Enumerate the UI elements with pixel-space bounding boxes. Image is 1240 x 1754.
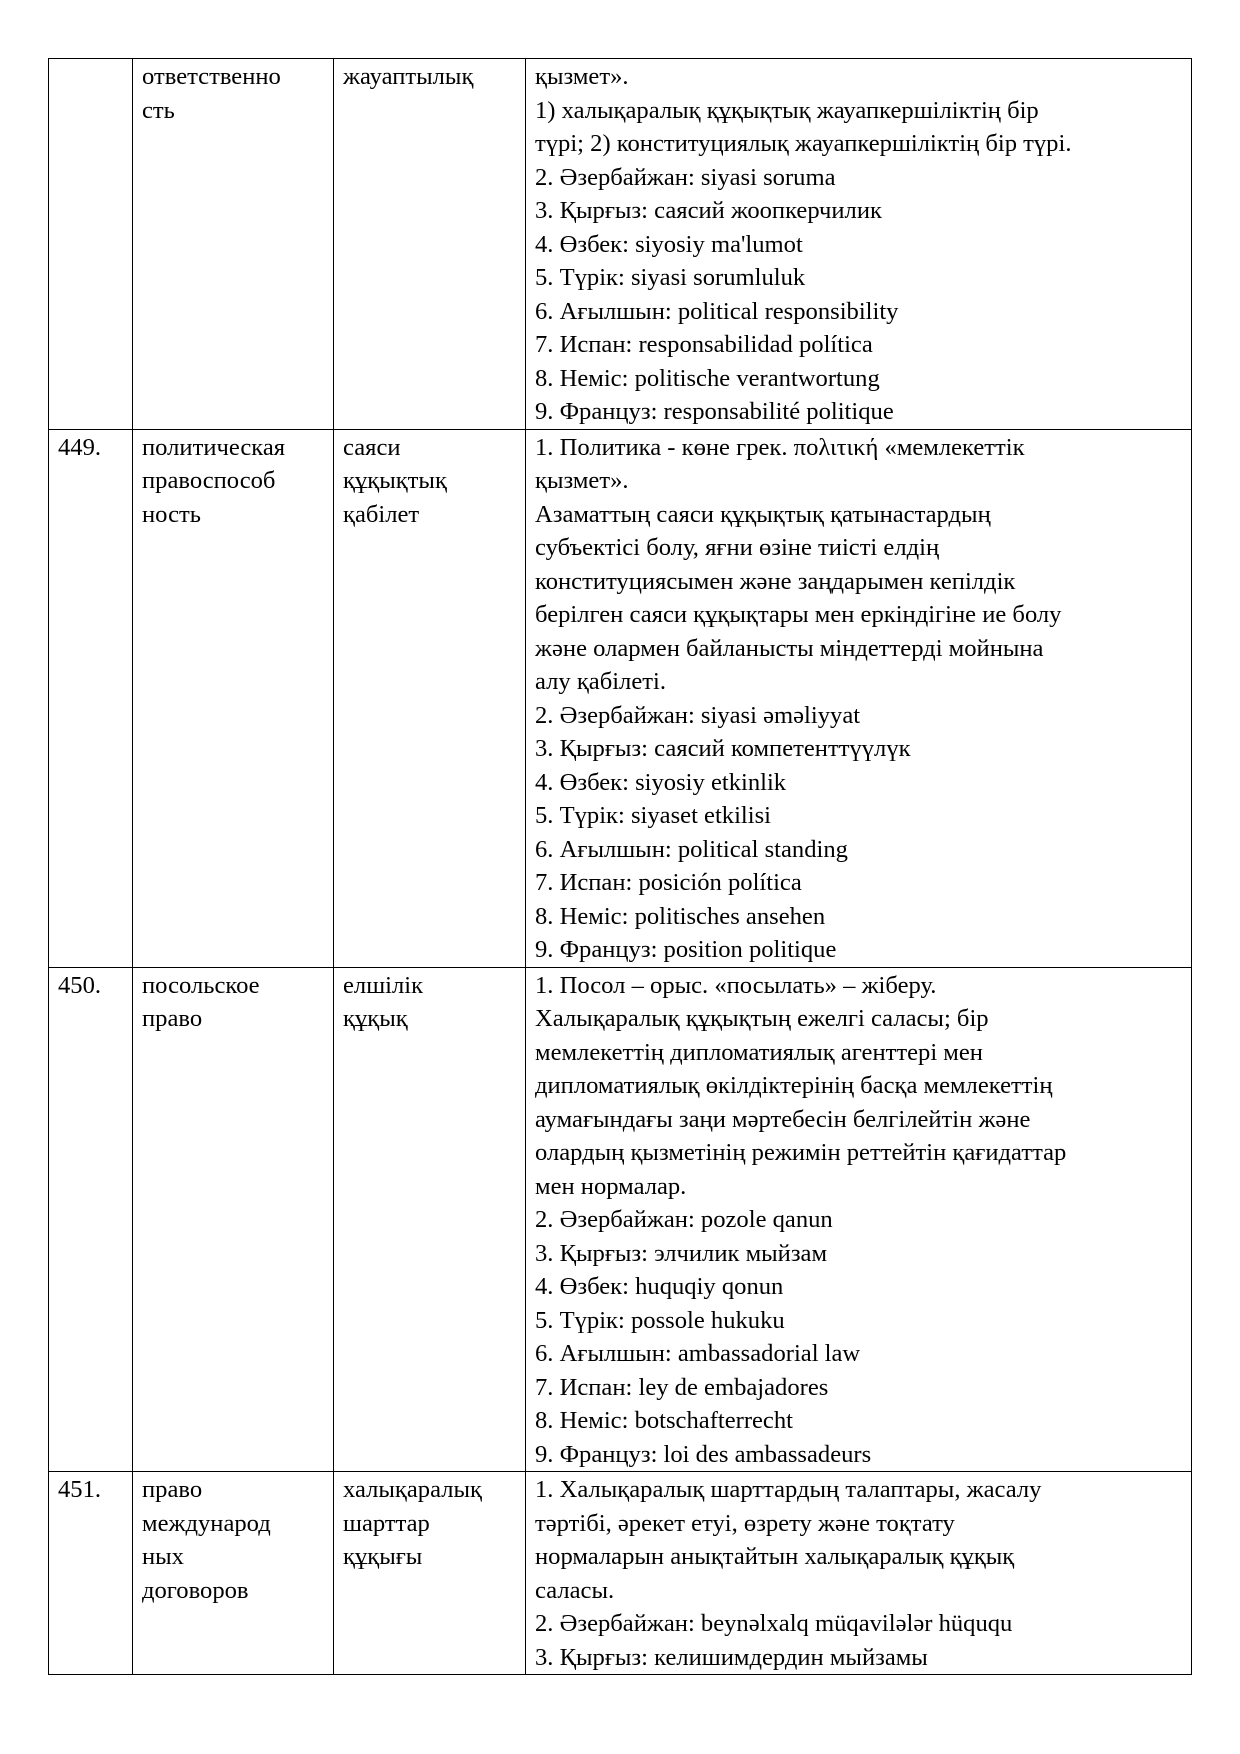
russian-term-line: международ — [142, 1509, 271, 1537]
definition-line: 2. Әзербайжан: siyasi soruma — [535, 163, 836, 191]
definition-line: 1. Халықаралық шарттардың талаптары, жасалу — [535, 1476, 1042, 1503]
definition-line: 9. Француз: loi des ambassadeurs — [535, 1440, 872, 1468]
definition-line: 6. Ағылшын: political responsibility — [535, 297, 899, 325]
russian-term-line: ответственно — [142, 63, 281, 90]
kazakh-term-cell — [334, 1472, 526, 1675]
table-row — [49, 967, 1192, 1472]
kazakh-term-line: халықаралық — [343, 1476, 482, 1503]
definition-line: Халықаралық құқықтың ежелгі саласы; бір — [535, 1005, 989, 1032]
definition-line: 5. Түрік: siyaset etkilisi — [535, 802, 772, 829]
definition-line: және олармен байланысты міндеттерді мойнына — [535, 634, 1044, 662]
russian-term-cell — [133, 429, 334, 967]
definition-line: алу қабілеті. — [535, 668, 666, 695]
definition-cell — [526, 967, 1192, 1472]
definition-line: конституциясымен және заңдарымен кепілдік — [535, 567, 1016, 595]
russian-term-line: сть — [142, 96, 175, 124]
definition-line: 7. Испан: responsabilidad política — [535, 331, 873, 358]
kazakh-term-line: құқық — [343, 1005, 408, 1032]
definition-line: қызмет». — [535, 467, 629, 494]
glossary-table — [48, 58, 1192, 1675]
definition-line: субъектісі болу, яғни өзіне тиісті елдің — [535, 534, 940, 561]
definition-line: 6. Ағылшын: political standing — [535, 835, 848, 863]
definition-line: 8. Неміс: politisches ansehen — [535, 902, 826, 930]
kazakh-term-line: құқықтық — [343, 467, 447, 494]
definition-line: 2. Әзербайжан: beynəlxalq müqavilələr hüququ — [535, 1610, 1013, 1637]
russian-term-line: посольское — [142, 971, 260, 999]
entry-number-cell — [49, 59, 133, 430]
entry-number-cell — [49, 1472, 133, 1675]
entry-number: 451. — [58, 1476, 102, 1503]
russian-term-line: право — [142, 1005, 203, 1032]
document-page — [48, 58, 1191, 1675]
kazakh-term-line: қабілет — [343, 500, 420, 528]
definition-line: дипломатиялық өкілдіктерінің басқа мемлекеттің — [535, 1072, 1053, 1099]
definition-line: аумағындағы заңи мәртебесін белгілейтін және — [535, 1105, 1031, 1133]
definition-line: нормаларын анықтайтын халықаралық құқық — [535, 1543, 1015, 1570]
definition-line: 2. Әзербайжан: pozole qanun — [535, 1206, 833, 1233]
russian-term-line: договоров — [142, 1576, 249, 1604]
definition-line: 8. Неміс: botschafterrecht — [535, 1407, 793, 1434]
definition-line: 9. Француз: responsabilité politique — [535, 398, 894, 425]
definition-cell — [526, 59, 1192, 430]
definition-line: мен нормалар. — [535, 1172, 687, 1200]
kazakh-term-cell — [334, 967, 526, 1472]
russian-term-line: политическая — [142, 433, 286, 461]
russian-term-line: ность — [142, 500, 201, 528]
definition-line: саласы. — [535, 1576, 615, 1604]
definition-line: 1) халықаралық құқықтық жауапкершіліктің бір — [535, 96, 1039, 124]
definition-line: 4. Өзбек: huquqiy qonun — [535, 1273, 784, 1300]
entry-number-cell — [49, 967, 133, 1472]
definition-line: түрі; 2) конституциялық жауапкершіліктің бір түрі. — [535, 130, 1072, 157]
kazakh-term-line: елшілік — [343, 971, 424, 999]
definition-line: Азаматтың саяси құқықтық қатынастардың — [535, 500, 991, 528]
russian-term-line: правоспособ — [142, 467, 276, 494]
definition-line: олардың қызметінің режимін реттейтін қағидаттар — [535, 1139, 1067, 1166]
definition-line: 1. Политика - көне грек. πολιτική «мемлекеттік — [535, 433, 1025, 461]
kazakh-term-line: саяси — [343, 433, 401, 461]
definition-line: 6. Ағылшын: ambassadorial law — [535, 1340, 861, 1367]
kazakh-term-line: құқығы — [343, 1543, 423, 1570]
definition-cell — [526, 1472, 1192, 1675]
definition-line: мемлекеттің дипломатиялық агенттері мен — [535, 1038, 983, 1066]
definition-line: 8. Неміс: politische verantwortung — [535, 364, 880, 392]
kazakh-term-line: шарттар — [343, 1509, 430, 1537]
definition-line: 7. Испан: posición política — [535, 869, 802, 896]
glossary-table-body — [49, 59, 1192, 1675]
entry-number: 450. — [58, 971, 102, 999]
russian-term-cell — [133, 1472, 334, 1675]
definition-line: қызмет». — [535, 63, 629, 90]
table-row — [49, 429, 1192, 967]
definition-line: 3. Қырғыз: саясий компетенттүүлүк — [535, 735, 911, 762]
definition-line: тәртібі, әрекет етуі, өзрету және тоқтату — [535, 1509, 955, 1537]
definition-cell — [526, 429, 1192, 967]
entry-number-cell — [49, 429, 133, 967]
kazakh-term-cell — [334, 429, 526, 967]
definition-line: 5. Түрік: possole hukuku — [535, 1306, 785, 1334]
definition-line: 1. Посол – орыс. «посылать» – жіберу. — [535, 971, 937, 999]
definition-line: 2. Әзербайжан: siyasi əməliyyat — [535, 701, 861, 729]
definition-line: 4. Өзбек: siyosiy ma'lumot — [535, 230, 803, 258]
definition-line: 3. Қырғыз: элчилик мыйзам — [535, 1239, 828, 1267]
russian-term-line: ных — [142, 1543, 184, 1570]
russian-term-line: право — [142, 1476, 203, 1503]
definition-line: 7. Испан: ley de embajadores — [535, 1373, 829, 1401]
definition-line: 3. Қырғыз: саясий жоопкерчилик — [535, 197, 882, 224]
definition-line: 5. Түрік: siyasi sorumluluk — [535, 264, 806, 291]
table-row — [49, 59, 1192, 430]
russian-term-cell — [133, 967, 334, 1472]
entry-number: 449. — [58, 433, 102, 461]
definition-line: 9. Француз: position politique — [535, 936, 837, 963]
kazakh-term-cell — [334, 59, 526, 430]
definition-line: 3. Қырғыз: келишимдердин мыйзамы — [535, 1643, 928, 1671]
russian-term-cell — [133, 59, 334, 430]
definition-line: 4. Өзбек: siyosiy etkinlik — [535, 768, 787, 796]
kazakh-term-line: жауаптылық — [343, 63, 474, 90]
table-row — [49, 1472, 1192, 1675]
definition-line: берілген саяси құқықтары мен еркіндігіне ие болу — [535, 601, 1062, 628]
